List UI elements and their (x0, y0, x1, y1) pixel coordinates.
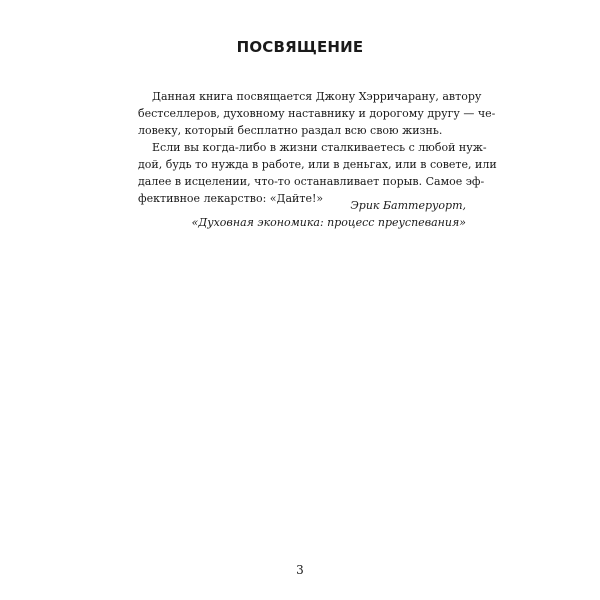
attribution-author: Эрик Баттеруорт, (350, 199, 466, 212)
page-number: 3 (296, 563, 304, 577)
paragraph-2-line-1: Если вы когда-либо в жизни сталкиваетесь с любой нуж- (152, 141, 487, 154)
dedication-text (138, 88, 497, 207)
paragraph-1-line-3: ловеку, который бесплатно раздал всю свою жизнь. (138, 124, 443, 137)
attribution-source: «Духовная экономика: процесс преуспевания» (191, 216, 466, 229)
attribution (192, 197, 466, 231)
paragraph-1-line-2: бестселлеров, духовному наставнику и дорогому другу — че- (138, 107, 496, 120)
paragraph-1-line-1: Данная книга посвящается Джону Хэрричарану, автору (152, 90, 482, 103)
paragraph-2-line-2: дой, будь то нужда в работе, или в деньгах, или в совете, или (138, 158, 497, 171)
paragraph-2-line-3: далее в исцелении, что-то останавливает порыв. Самое эф- (138, 175, 485, 188)
page-title: ПОСВЯЩЕНИЕ (236, 38, 364, 56)
paragraph-2-line-4: фективное лекарство: «Дайте!» (138, 192, 324, 205)
